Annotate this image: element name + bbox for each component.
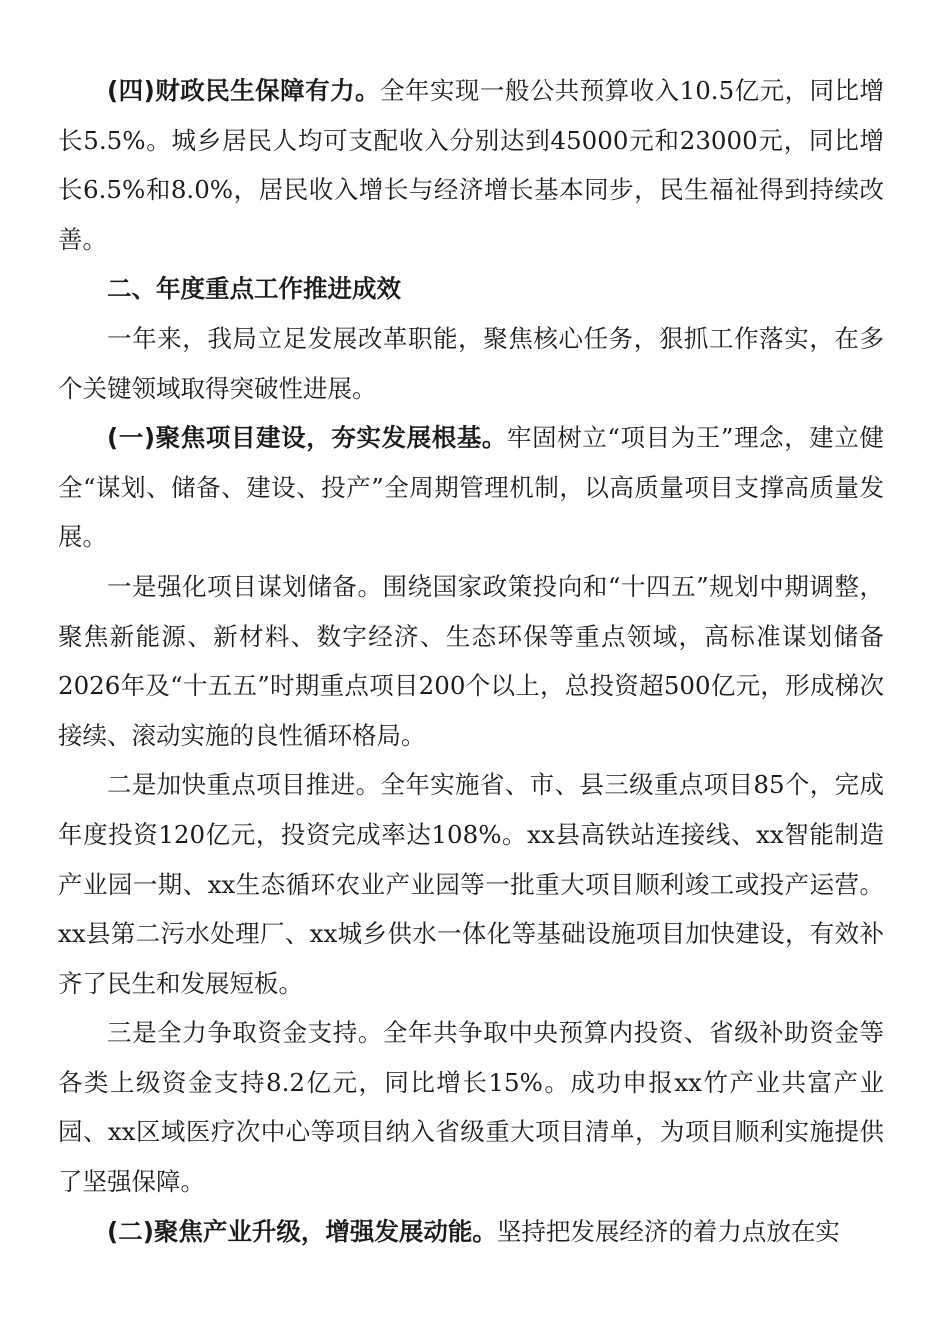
paragraph-fiscal-livelihood: [58, 66, 884, 264]
paragraph-lead: (一)聚焦项目建设，夯实发展根基。: [107, 423, 508, 453]
document-page: [58, 66, 884, 1256]
paragraph-funding-support: 三是全力争取资金支持。全年共争取中央预算内投资、省级补助资金等各类上级资金支持8.2亿元，同比增长15%。成功申报xx竹产业共富产业园、xx区域医疗次中心等项目纳入省级重大项目清单，为项目顺利实施提供了坚强保障。: [58, 1018, 884, 1197]
paragraph-body: 坚持把发展经济的着力点放在实: [496, 1216, 840, 1246]
paragraph-project-planning: 一是强化项目谋划储备。围绕国家政策投向和“十四五”规划中期调整，聚焦新能源、新材料、数字经济、生态环保等重点领域，高标准谋划储备2026年及“十五五”时期重点项目200个以上，总投资超500亿元，形成梯次接续、滚动实施的良性循环格局。: [58, 571, 884, 750]
paragraph-body: 牢固树立“项目为王”理念，建立健全“谋划、储备、建设、投产”全周期管理机制，以高质量项目支撑高质量发展。: [58, 423, 884, 552]
paragraph-intro: 一年来，我局立足发展改革职能，聚焦核心任务，狠抓工作落实，在多个关键领域取得突破性进展。: [58, 323, 884, 403]
paragraph-project-construction: [58, 413, 884, 562]
paragraph-lead: (二)聚焦产业升级，增强发展动能。: [107, 1216, 497, 1246]
section-heading: 二、年度重点工作推进成效: [107, 274, 401, 304]
paragraph-industry-upgrade: [58, 1207, 884, 1257]
paragraph-project-progress: 二是加快重点项目推进。全年实施省、市、县三级重点项目85个，完成年度投资120亿元，投资完成率达108%。xx县高铁站连接线、xx智能制造产业园一期、xx生态循环农业产业园等一批重大项目顺利竣工或投产运营。xx县第二污水处理厂、xx城乡供水一体化等基础设施项目加快建设，有效补齐了民生和发展短板。: [58, 770, 884, 998]
paragraph-body: 全年实现一般公共预算收入10.5亿元，同比增长5.5%。城乡居民人均可支配收入分别达到45000元和23000元，同比增长6.5%和8.0%，居民收入增长与经济增长基本同步，民生福祉得到持续改善。: [58, 76, 884, 254]
paragraph-lead: (四)财政民生保障有力。: [107, 76, 381, 105]
